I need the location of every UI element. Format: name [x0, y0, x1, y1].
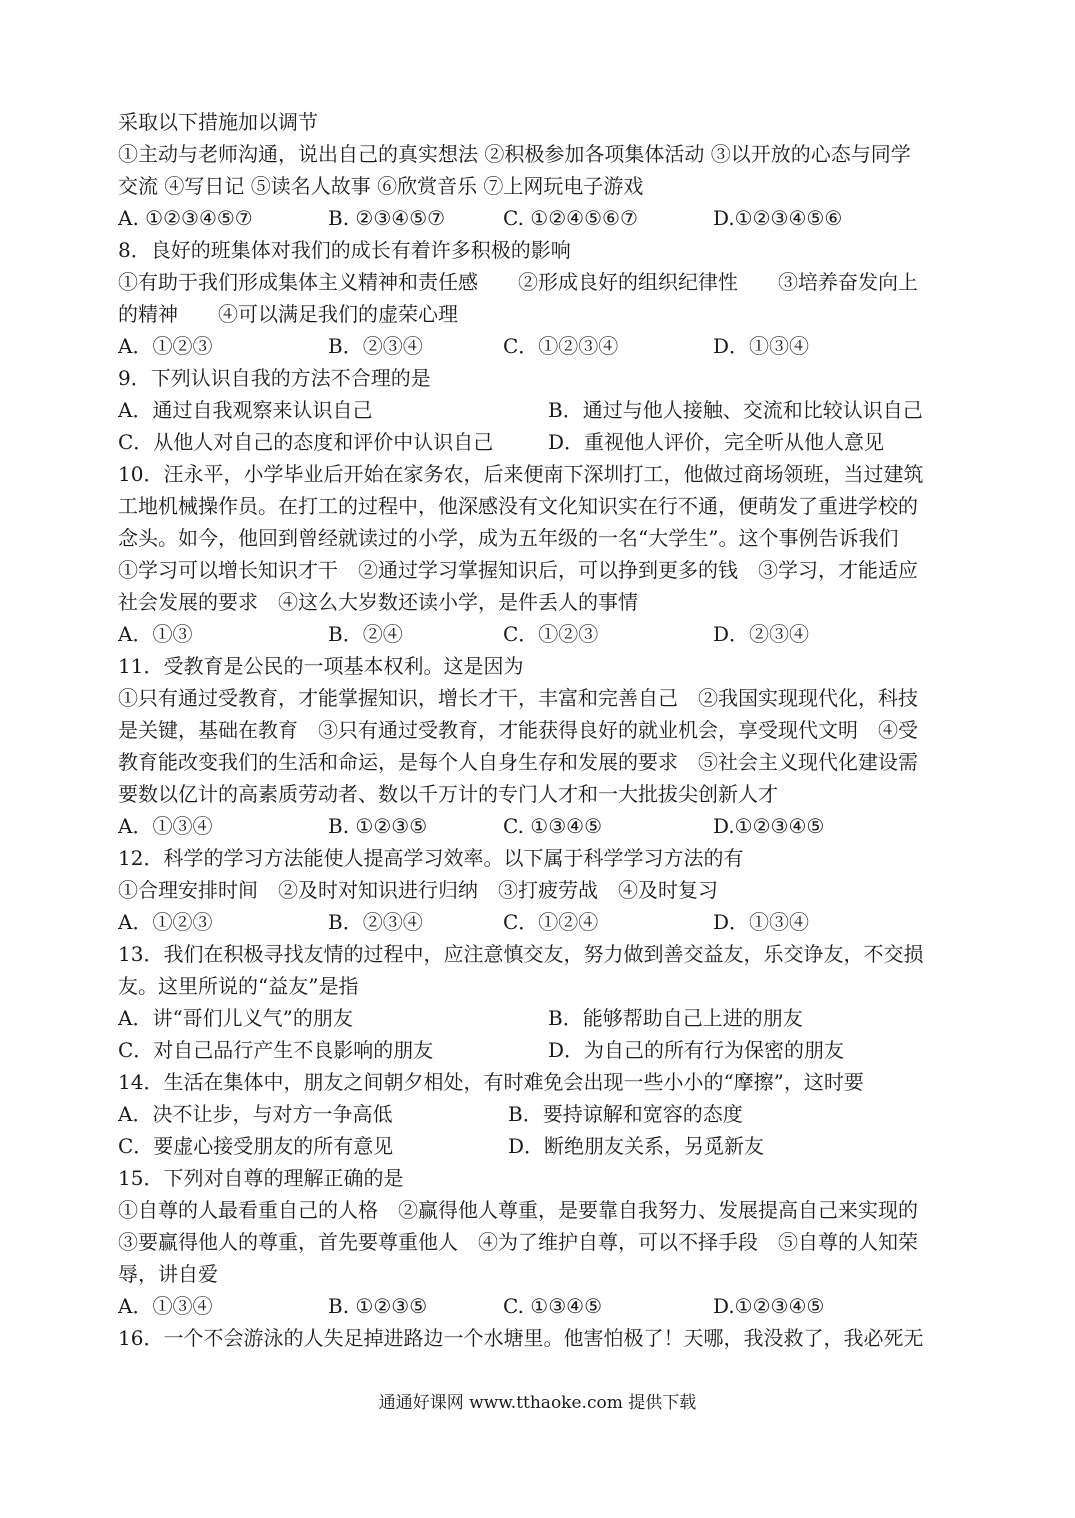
text-line: 15．下列对自尊的理解正确的是 — [118, 1166, 404, 1190]
answer-options-row — [118, 810, 968, 842]
answer-options-row — [118, 426, 968, 458]
answer-option: B．②③④ — [328, 334, 423, 358]
answer-option: D．重视他人评价，完全听从他人意见 — [548, 430, 885, 454]
answer-options-row — [118, 618, 968, 650]
answer-option: D．①③④ — [713, 910, 810, 934]
answer-option: C．从他人对自己的态度和评价中认识自己 — [118, 430, 494, 454]
answer-option: D．①③④ — [713, 334, 810, 358]
answer-option: D.①②③④⑤ — [713, 1294, 825, 1318]
answer-option: B. ①②③⑤ — [328, 1294, 428, 1318]
text-line: 念头。如今，他回到曾经就读过的小学，成为五年级的一名“大学生”。这个事例告诉我们 — [118, 526, 899, 550]
answer-options-row — [118, 394, 968, 426]
answer-options-row — [118, 1034, 968, 1066]
answer-options-row — [118, 1130, 968, 1162]
answer-option: A．①②③ — [118, 910, 213, 934]
text-line: 11．受教育是公民的一项基本权利。这是因为 — [118, 654, 524, 678]
answer-option: B．要持谅解和宽容的态度 — [508, 1102, 743, 1126]
answer-option: A．①③④ — [118, 814, 213, 838]
answer-option: B．通过与他人接触、交流和比较认识自己 — [548, 398, 923, 422]
answer-option: D．②③④ — [713, 622, 810, 646]
text-line: 友。这里所说的“益友”是指 — [118, 974, 359, 998]
text-line: 9．下列认识自我的方法不合理的是 — [118, 366, 431, 390]
answer-option: C．①②③④ — [503, 334, 619, 358]
text-line: 社会发展的要求 ④这么大岁数还读小学，是件丢人的事情 — [118, 590, 638, 614]
answer-option: B. ①②③⑤ — [328, 814, 428, 838]
answer-option: C. ①③④⑤ — [503, 814, 603, 838]
text-line: 采取以下措施加以调节 — [118, 110, 318, 134]
text-line: 16．一个不会游泳的人失足掉进路边一个水塘里。他害怕极了！天哪，我没救了，我必死无 — [118, 1326, 924, 1350]
text-line: 13．我们在积极寻找友情的过程中，应注意慎交友，努力做到善交益友，乐交诤友，不交损 — [118, 942, 924, 966]
answer-options-row — [118, 1002, 968, 1034]
answer-options-row — [118, 330, 968, 362]
answer-options-row — [118, 1098, 968, 1130]
text-line: 交流 ④写日记 ⑤读名人故事 ⑥欣赏音乐 ⑦上网玩电子游戏 — [118, 174, 644, 198]
answer-option: C. ①③④⑤ — [503, 1294, 603, 1318]
text-line: 是关键，基础在教育 ③只有通过受教育，才能获得良好的就业机会，享受现代文明 ④受 — [118, 718, 918, 742]
answer-option: A．①②③ — [118, 334, 213, 358]
answer-option: B．②③④ — [328, 910, 423, 934]
text-line: ①合理安排时间 ②及时对知识进行归纳 ③打疲劳战 ④及时复习 — [118, 878, 718, 902]
answer-option: B．②④ — [328, 622, 403, 646]
answer-option: B．能够帮助自己上进的朋友 — [548, 1006, 803, 1030]
answer-option: C．①②④ — [503, 910, 599, 934]
text-line: 教育能改变我们的生活和命运，是每个人自身生存和发展的要求 ⑤社会主义现代化建设需 — [118, 750, 918, 774]
text-line: ①学习可以增长知识才干 ②通过学习掌握知识后，可以挣到更多的钱 ③学习，才能适应 — [118, 558, 918, 582]
answer-option: C．对自己品行产生不良影响的朋友 — [118, 1038, 434, 1062]
answer-option: D.①②③④⑤ — [713, 814, 825, 838]
answer-option: D．为自己的所有行为保密的朋友 — [548, 1038, 845, 1062]
text-line: 的精神 ④可以满足我们的虚荣心理 — [118, 302, 458, 326]
text-line: 14．生活在集体中，朋友之间朝夕相处，有时难免会出现一些小小的“摩擦”，这时要 — [118, 1070, 864, 1094]
text-line: ①自尊的人最看重自己的人格 ②赢得他人尊重，是要靠自我努力、发展提高自己来实现的 — [118, 1198, 918, 1222]
answer-option: D．断绝朋友关系，另觅新友 — [508, 1134, 765, 1158]
answer-option: A．通过自我观察来认识自己 — [118, 398, 373, 422]
text-line: ①只有通过受教育，才能掌握知识，增长才干，丰富和完善自己 ②我国实现现代化，科技 — [118, 686, 918, 710]
text-line: 12．科学的学习方法能使人提高学习效率。以下属于科学学习方法的有 — [118, 846, 744, 870]
answer-option: B. ②③④⑤⑦ — [328, 206, 446, 230]
page-footer: 通通好课网 www.tthaoke.com 提供下载 — [378, 1393, 697, 1413]
text-line: 工地机械操作员。在打工的过程中，他深感没有文化知识实在行不通，便萌发了重进学校的 — [118, 494, 918, 518]
text-line: 辱，讲自爱 — [118, 1262, 218, 1286]
answer-options-row — [118, 1290, 968, 1322]
text-line: ①有助于我们形成集体主义精神和责任感 ②形成良好的组织纪律性 ③培养奋发向上 — [118, 270, 918, 294]
answer-option: A．①③ — [118, 622, 193, 646]
answer-options-row — [118, 906, 968, 938]
answer-option: A．①③④ — [118, 1294, 213, 1318]
answer-option: A. ①②③④⑤⑦ — [118, 206, 253, 230]
text-line: 要数以亿计的高素质劳动者、数以千万计的专门人才和一大批拔尖创新人才 — [118, 782, 778, 806]
answer-option: C．①②③ — [503, 622, 599, 646]
text-line: ①主动与老师沟通，说出自己的真实想法 ②积极参加各项集体活动 ③以开放的心态与同学 — [118, 142, 911, 166]
answer-options-row — [118, 202, 968, 234]
answer-option: A．决不让步，与对方一争高低 — [118, 1102, 393, 1126]
text-line: 8．良好的班集体对我们的成长有着许多积极的影响 — [118, 238, 571, 262]
answer-option: A．讲“哥们儿义气”的朋友 — [118, 1006, 353, 1030]
answer-option: C. ①②④⑤⑥⑦ — [503, 206, 638, 230]
answer-option: D.①②③④⑤⑥ — [713, 206, 843, 230]
text-line: 10．汪永平，小学毕业后开始在家务农，后来便南下深圳打工，他做过商场领班，当过建筑 — [118, 462, 924, 486]
text-line: ③要赢得他人的尊重，首先要尊重他人 ④为了维护自尊，可以不择手段 ⑤自尊的人知荣 — [118, 1230, 918, 1254]
answer-option: C．要虚心接受朋友的所有意见 — [118, 1134, 394, 1158]
